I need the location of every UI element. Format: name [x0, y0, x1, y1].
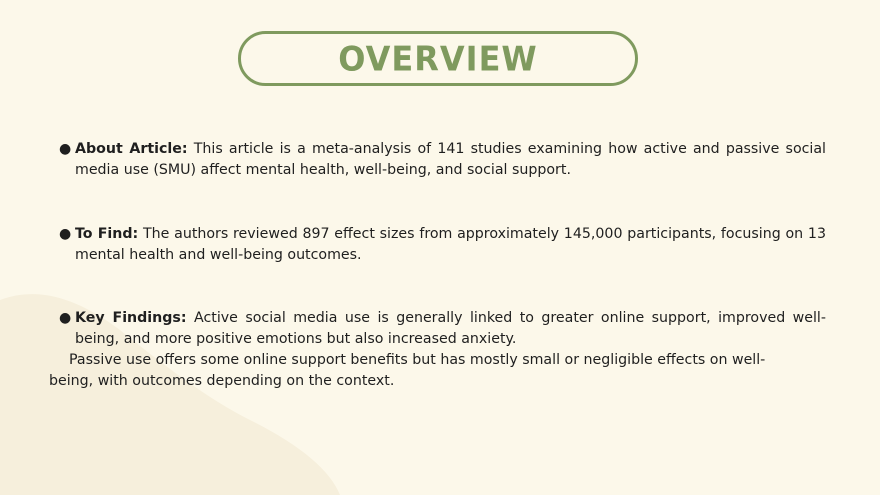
bullet-dot-icon: ●: [59, 310, 72, 326]
bullet-dot-icon: ●: [59, 141, 72, 157]
key-findings-continuation: Passive use offers some online support benefits but has mostly small or negligible effects on well-being, with outcomes depending on the context.: [49, 352, 766, 389]
bullet-text: This article is a meta-analysis of 141 studies examining how active and passive social media use (SMU) affect mental health, well-being, and social support.: [75, 141, 826, 178]
bullet-to-find: [59, 224, 826, 266]
page-title: OVERVIEW: [338, 38, 538, 79]
bullet-label: To Find:: [75, 226, 139, 242]
bullet-label: Key Findings:: [75, 310, 187, 326]
bullet-dot-icon: ●: [59, 226, 72, 242]
bullet-label: About Article:: [75, 141, 188, 157]
bullet-key-findings: [59, 308, 826, 350]
bullet-text: The authors reviewed 897 effect sizes from approximately 145,000 participants, focusing on 13 mental health and well-being outcomes.: [75, 226, 826, 263]
bullet-about-article: [59, 139, 826, 181]
bullet-text: Active social media use is generally linked to greater online support, improved well-being, and more positive emotions but also increased anxiety.: [75, 310, 826, 347]
